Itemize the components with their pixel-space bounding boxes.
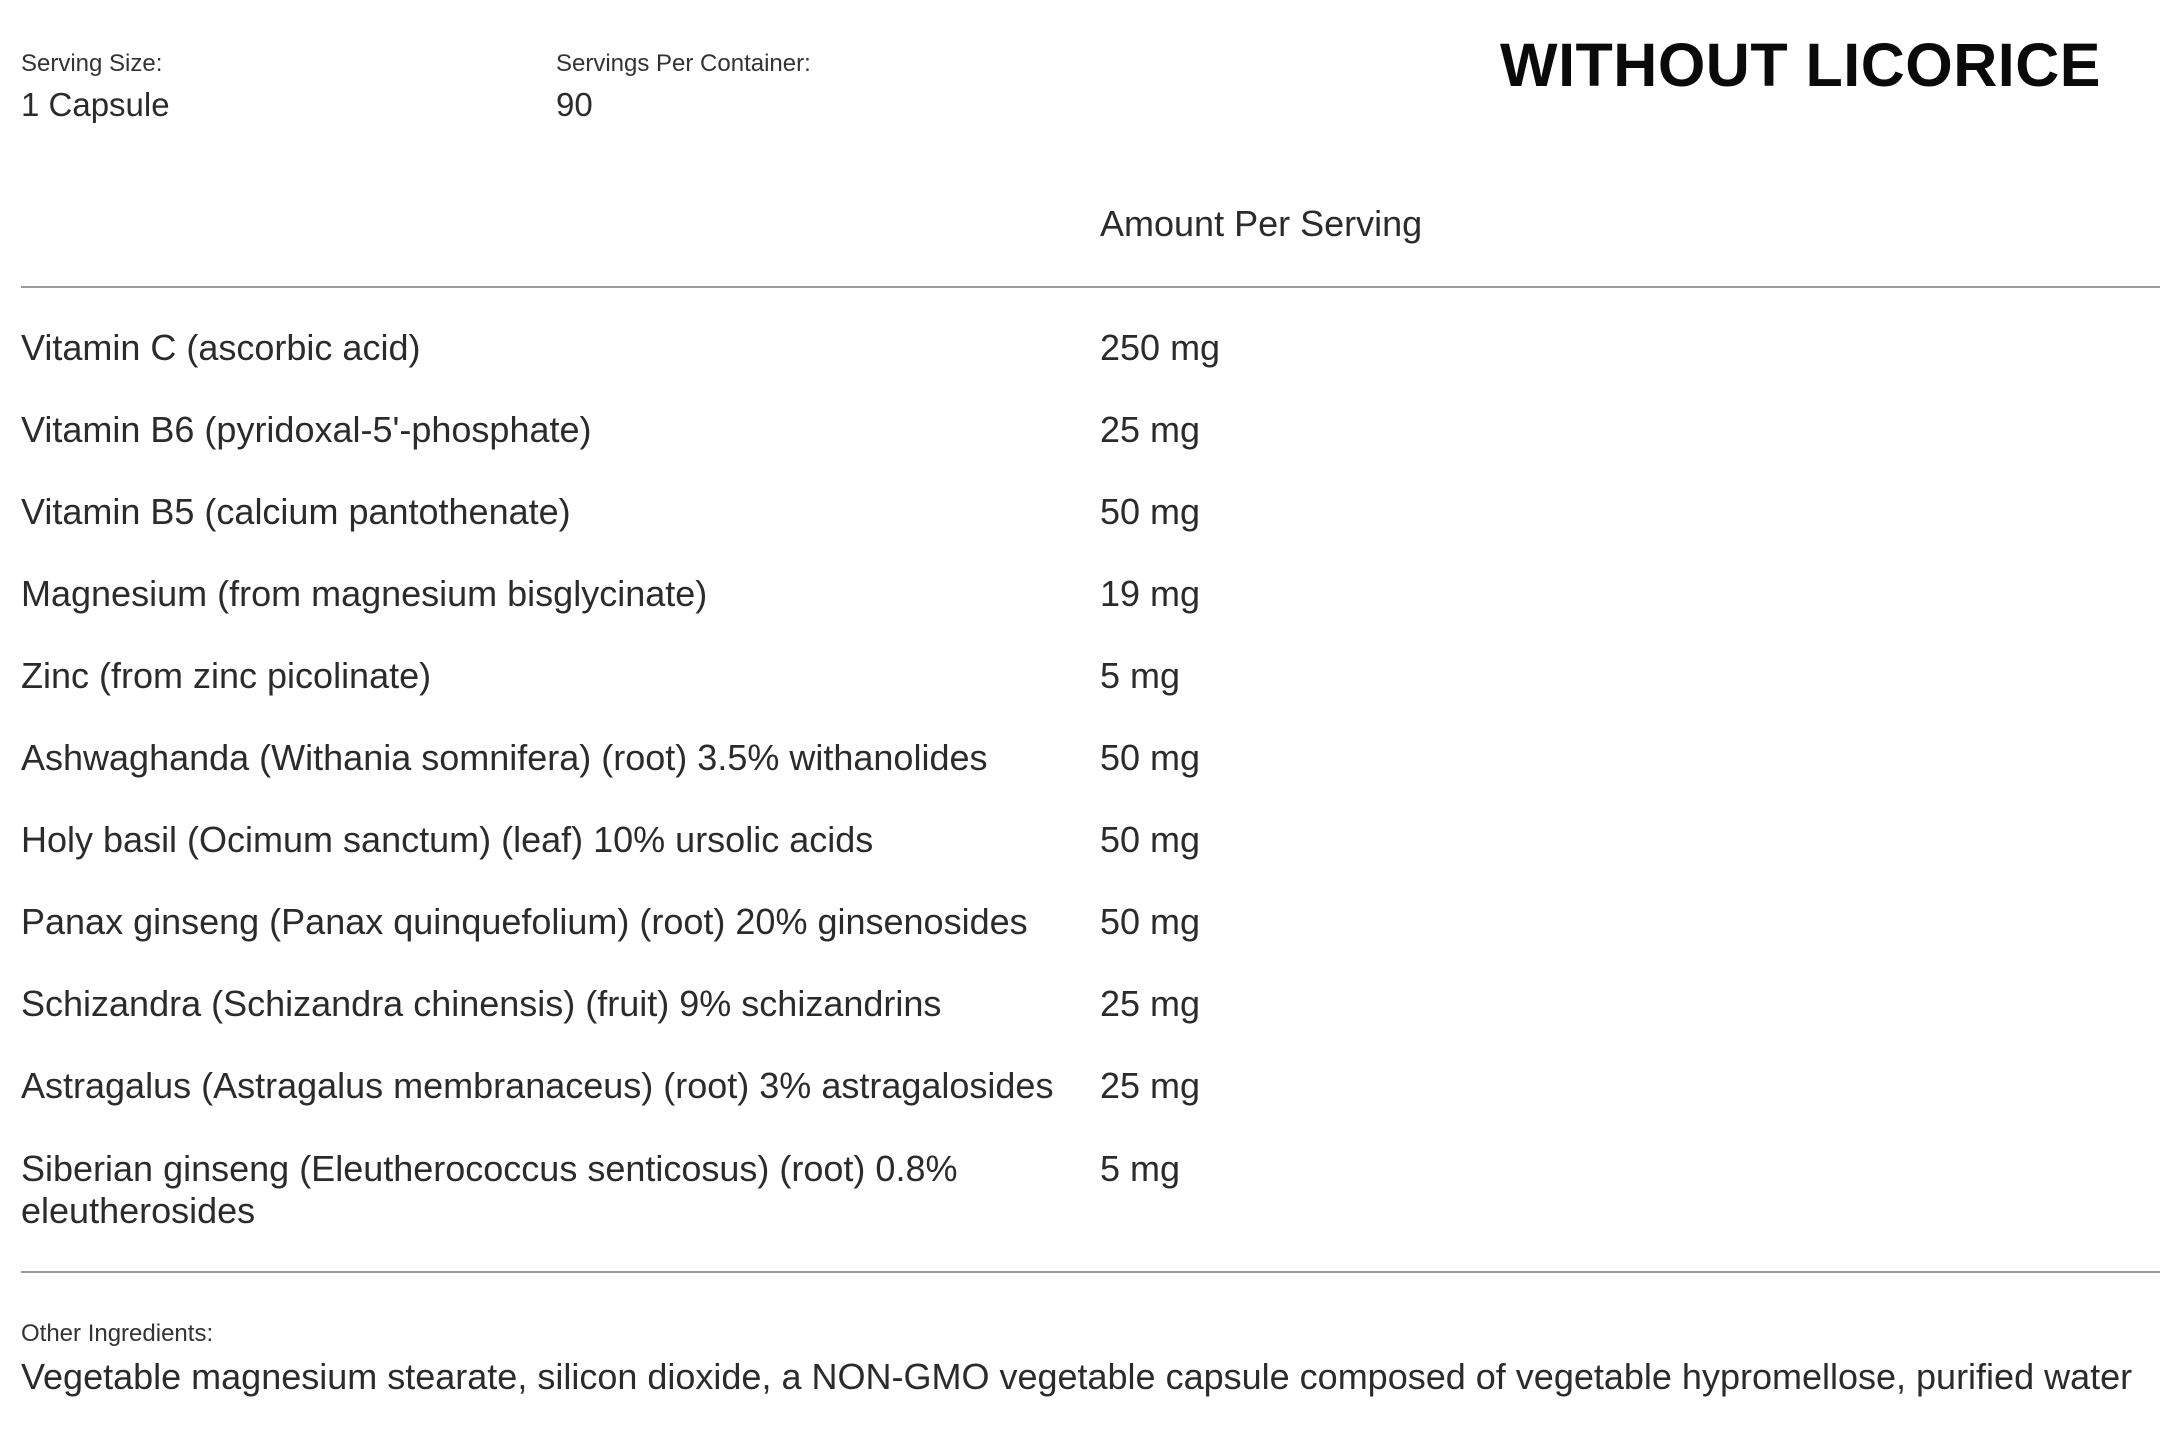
ingredient-amount: 25 mg xyxy=(1100,1065,1201,1106)
ingredient-amount: 25 mg xyxy=(1100,409,1201,450)
ingredient-amount: 25 mg xyxy=(1100,983,1201,1024)
ingredient-name: Schizandra (Schizandra chinensis) (fruit) 9% schizandrins xyxy=(21,983,942,1024)
servings-per-container-label: Servings Per Container: xyxy=(556,50,811,77)
ingredient-name: Vitamin B6 (pyridoxal-5'-phosphate) xyxy=(21,409,592,450)
ingredient-name: Vitamin C (ascorbic acid) xyxy=(21,327,421,368)
ingredient-name: Holy basil (Ocimum sanctum) (leaf) 10% ursolic acids xyxy=(21,819,874,860)
ingredient-amount: 250 mg xyxy=(1100,327,1221,368)
ingredient-amount: 5 mg xyxy=(1100,1148,1181,1189)
ingredient-amount: 5 mg xyxy=(1100,655,1181,696)
ingredient-name: Magnesium (from magnesium bisglycinate) xyxy=(21,573,708,614)
servings-per-container-value: 90 xyxy=(556,86,593,123)
ingredient-amount: 50 mg xyxy=(1100,819,1201,860)
ingredient-amount: 50 mg xyxy=(1100,901,1201,942)
serving-size-label: Serving Size: xyxy=(21,50,163,77)
ingredient-name: Ashwaghanda (Withania somnifera) (root) 3.5% withanolides xyxy=(21,737,988,778)
ingredient-amount: 50 mg xyxy=(1100,491,1201,532)
ingredient-name: Siberian ginseng (Eleutherococcus senticosus) (root) 0.8% eleutherosides xyxy=(21,1148,958,1231)
other-ingredients-text: Vegetable magnesium stearate, silicon dioxide, a NON-GMO vegetable capsule composed of vegetable hypromellose, purified water xyxy=(21,1356,2133,1397)
table-top-divider xyxy=(21,286,2160,288)
ingredient-amount: 19 mg xyxy=(1100,573,1201,614)
variant-title: WITHOUT LICORICE xyxy=(1500,31,2101,99)
ingredient-name: Zinc (from zinc picolinate) xyxy=(21,655,432,696)
ingredient-name: Astragalus (Astragalus membranaceus) (root) 3% astragalosides xyxy=(21,1065,1054,1106)
amount-per-serving-header: Amount Per Serving xyxy=(1100,203,1423,244)
ingredient-name: Panax ginseng (Panax quinquefolium) (root) 20% ginsenosides xyxy=(21,901,1028,942)
ingredient-amount: 50 mg xyxy=(1100,737,1201,778)
other-ingredients-label: Other Ingredients: xyxy=(21,1320,214,1347)
serving-size-value: 1 Capsule xyxy=(21,86,170,123)
ingredient-name: Vitamin B5 (calcium pantothenate) xyxy=(21,491,571,532)
table-bottom-divider xyxy=(21,1271,2160,1273)
